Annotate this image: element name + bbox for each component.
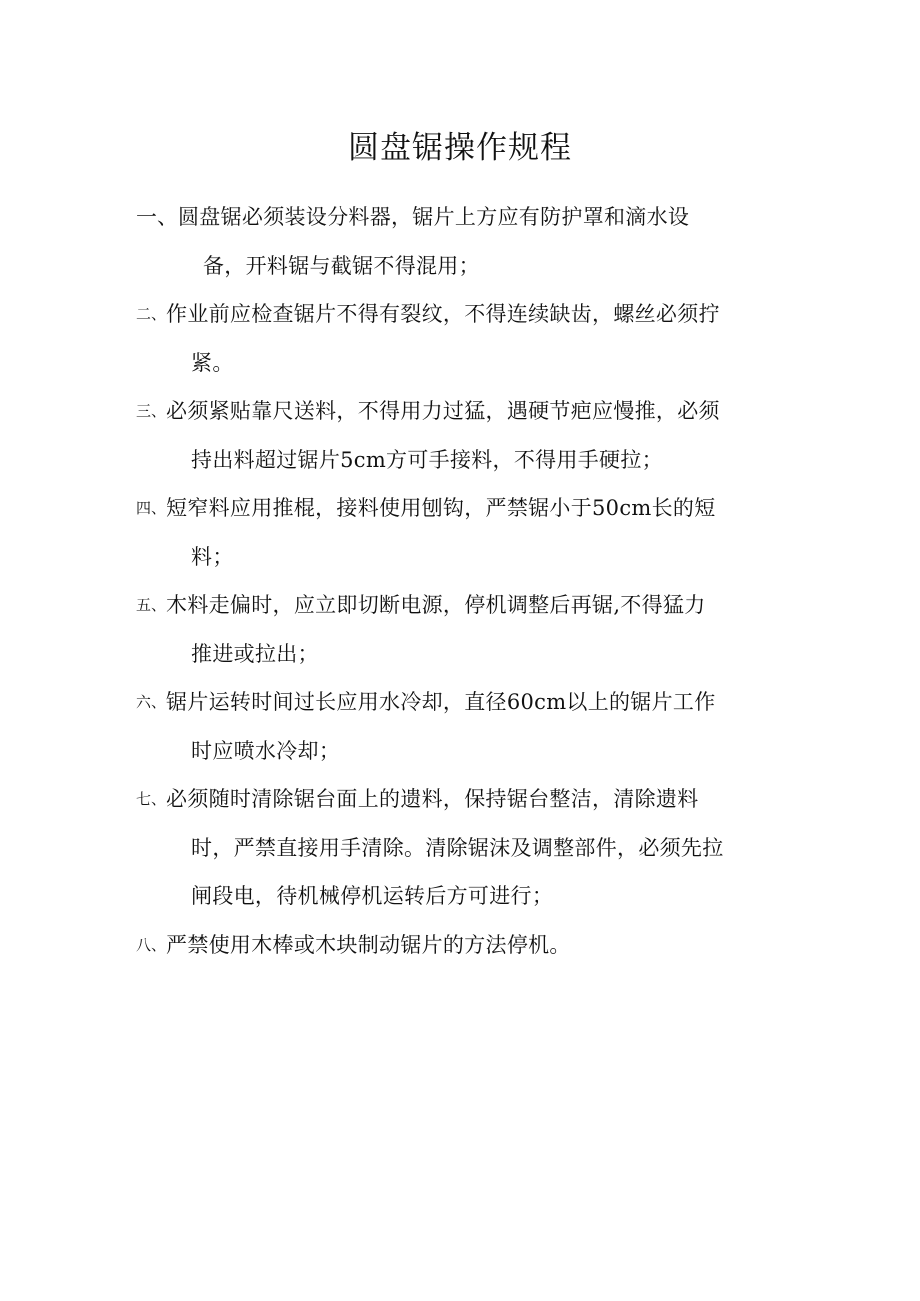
rule-line: 紧。 bbox=[191, 350, 234, 375]
rule-line: 作业前应检查锯片不得有裂纹，不得连续缺齿，螺丝必须拧 bbox=[166, 302, 720, 326]
rules-list bbox=[136, 193, 786, 969]
rule-item-6 bbox=[136, 678, 786, 775]
rule-number: 四、 bbox=[136, 499, 167, 517]
rule-number: 七、 bbox=[136, 790, 167, 808]
rule-item-5 bbox=[136, 581, 786, 678]
rule-line: 时，严禁直接用手清除。清除锯沫及调整部件，必须先拉 bbox=[191, 835, 724, 860]
rule-line: 备，开料锯与截锯不得混用； bbox=[203, 253, 480, 278]
rule-text bbox=[166, 921, 786, 970]
rule-text bbox=[166, 678, 786, 775]
rule-line: 锯片运转时间过长应用水冷却，直径60cm以上的锯片工作 bbox=[166, 690, 716, 714]
rule-item-7 bbox=[136, 775, 786, 921]
rule-item-3 bbox=[136, 387, 786, 484]
rule-number: 五、 bbox=[136, 596, 167, 614]
rule-text bbox=[178, 193, 786, 290]
rule-line: 持出料超过锯片5cm方可手接料，不得用手硬拉； bbox=[191, 447, 663, 472]
rule-line: 必须随时清除锯台面上的遗料，保持锯台整洁，清除遗料 bbox=[166, 787, 699, 811]
rule-item-1 bbox=[136, 193, 786, 290]
document-title: 圆盘锯操作规程 bbox=[348, 130, 572, 166]
rule-line: 必须紧贴靠尺送料，不得用力过猛，遇硬节疤应慢推，必须 bbox=[166, 399, 720, 423]
rule-line: 闸段电，待机械停机运转后方可进行； bbox=[191, 884, 554, 908]
rule-text bbox=[166, 484, 786, 581]
rule-line: 推进或拉出； bbox=[191, 641, 319, 666]
rule-number: 六、 bbox=[136, 693, 167, 711]
rule-line: 圆盘锯必须装设分料器，锯片上方应有防护罩和滴水设 bbox=[178, 205, 690, 229]
rule-line: 时应喷水冷却； bbox=[191, 738, 341, 763]
rule-line: 严禁使用木棒或木块制动锯片的方法停机。 bbox=[166, 932, 571, 957]
rule-text bbox=[166, 581, 786, 678]
rule-number: 二、 bbox=[136, 305, 167, 323]
rule-number: 一、 bbox=[136, 205, 178, 229]
rule-item-2 bbox=[136, 290, 786, 387]
rule-line: 料； bbox=[191, 544, 234, 569]
rule-text bbox=[166, 775, 786, 921]
rule-line: 木料走偏时，应立即切断电源，停机调整后再锯,不得猛力 bbox=[166, 593, 706, 617]
rule-text bbox=[166, 290, 786, 387]
rule-number: 八、 bbox=[136, 935, 167, 954]
rule-item-4 bbox=[136, 484, 786, 581]
rule-text bbox=[166, 387, 786, 484]
rule-item-8 bbox=[136, 921, 786, 970]
rule-line: 短窄料应用推棍，接料使用刨钩，严禁锯小于50cm长的短 bbox=[166, 496, 716, 520]
rule-number: 三、 bbox=[136, 402, 167, 420]
